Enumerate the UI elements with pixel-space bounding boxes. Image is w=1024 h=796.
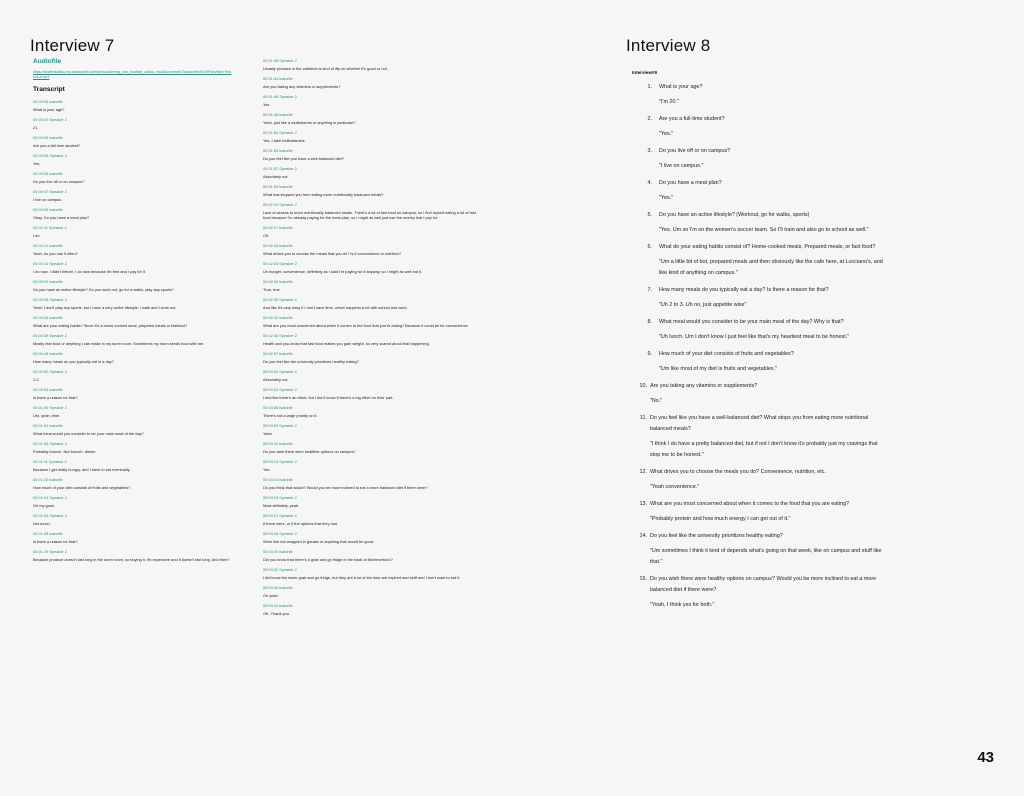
question-item: [632, 317, 887, 343]
utterance-text: Are you taking any vitamins or supplements?: [263, 84, 341, 89]
timestamp-speaker: 00:00:00 Isabelle: [33, 99, 63, 104]
utterance-text: True, true.: [263, 287, 281, 292]
transcript-entry: [33, 279, 243, 292]
timestamp-speaker: 00:00:03 Isabelle: [33, 135, 63, 140]
transcript-entry: [33, 477, 243, 490]
question-text: Do you have an active lifestyle? (Workout, go for walks, sports): [659, 212, 810, 218]
timestamp-speaker: 00:01:06 Speaker 2: [33, 441, 67, 446]
utterance-text: OK. Thank you.: [263, 611, 290, 616]
utterance-text: How many meals do you typically eat in a day?: [33, 359, 114, 364]
timestamp-speaker: 00:01:24 Speaker 2: [33, 495, 67, 500]
transcript-entry: [33, 171, 243, 184]
question-text: Do you wish there were healthy options on campus? Would you be more inclined to eat a more balanced diet if there were?: [650, 576, 877, 593]
timestamp-speaker: 00:00:52 Speaker 2: [33, 369, 67, 374]
timestamp-speaker: 00:02:39 Speaker 2: [263, 297, 297, 302]
timestamp-speaker: 00:00:07 Speaker 2: [33, 189, 67, 194]
timestamp-speaker: 00:03:40 Isabelle: [263, 585, 293, 590]
question-item: [632, 413, 887, 461]
timestamp-speaker: 00:03:10 Isabelle: [263, 441, 293, 446]
question-number: 6.: [647, 244, 652, 250]
answer-text: "Um sometimes I think it kind of depends what's going on that week, like on campus and stuff like that.": [650, 548, 882, 565]
utterance-text: Because produce doesn't last long in the dorm room, so buying it, it's expensive and it doesn't last long. And then?: [33, 557, 230, 562]
transcript-entry: [263, 112, 479, 125]
utterance-text: I live on campus.: [33, 197, 63, 202]
transcript-entries-part-2: [263, 58, 479, 616]
utterance-text: 1-2: [33, 377, 39, 382]
timestamp-speaker: 00:00:11 Speaker 2: [33, 225, 67, 230]
transcript-entry: [263, 441, 479, 454]
utterance-text: Do you have an active lifestyle? Do you work out, go for a walks, play any sports?: [33, 287, 174, 292]
utterance-text: Mostly fast food or anything I can make in my dorm room. Sometimes my mom sends food with me.: [33, 341, 205, 346]
transcript-entry: [33, 315, 243, 328]
utterance-text: Absolutely not.: [263, 174, 289, 179]
timestamp-speaker: 00:01:57 Speaker 2: [263, 166, 297, 171]
utterance-text: Health and you know that fast food makes you gain weight, so very scared about that happening.: [263, 341, 430, 346]
interview-7-heading: Interview 7: [30, 36, 115, 55]
transcript-entry: [263, 166, 479, 179]
transcript-entry: [33, 387, 243, 400]
utterance-text: Yes.: [263, 467, 271, 472]
question-number: 7.: [647, 287, 652, 293]
transcript-entry: [263, 603, 479, 616]
interview-7-column-2: [263, 58, 479, 621]
question-text: Do you live off or on campus?: [659, 148, 731, 154]
transcript-entry: [33, 405, 243, 418]
question-number: 2.: [647, 116, 652, 122]
timestamp-speaker: 00:03:00 Speaker 2: [263, 369, 297, 374]
utterance-text: And like it's very easy if I don't have time, which happens a lot with school and work.: [263, 305, 408, 310]
timestamp-speaker: 00:02:17 Isabelle: [263, 225, 293, 230]
page-number: 43: [977, 749, 994, 766]
question-number: 8.: [647, 319, 652, 325]
transcript-entry: [33, 441, 243, 454]
timestamp-speaker: 00:00:48 Isabelle: [33, 351, 63, 356]
utterance-text: What has stopped you from eating more nutritionally balanced meals?: [263, 192, 384, 197]
utterance-text: Um, yeah, time.: [33, 413, 61, 418]
question-item: [632, 381, 887, 407]
question-number: 13.: [639, 501, 647, 507]
question-text: What drives you to choose the meals you do? Convenience, nutrition, etc.: [650, 469, 826, 475]
utterance-text: Are you a full time student?: [33, 143, 81, 148]
question-item: [632, 210, 887, 236]
utterance-text: Okay. Do you have a meal plan?: [33, 215, 90, 220]
transcript-entry: [33, 495, 243, 508]
timestamp-speaker: 00:03:08 Isabelle: [263, 405, 293, 410]
answer-text: "Yes.": [659, 195, 674, 201]
utterance-text: Usually produce in the cafeteria is kind of iffy on whether it's good or not.: [263, 66, 388, 71]
transcript-entry: [263, 549, 479, 562]
transcript-entry: [33, 513, 243, 526]
utterance-text: If there were, or if the options that they had: [263, 521, 337, 526]
question-text: How many meals do you typically eat a day? Is there a reason for that?: [659, 287, 829, 293]
timestamp-speaker: 00:00:34 Isabelle: [33, 315, 63, 320]
utterance-text: Do you think that would? Would you be more inclined to eat a more balanced diet if there were?: [263, 485, 428, 490]
interview-8-column: [632, 70, 887, 617]
transcript-entry: [33, 369, 243, 382]
utterance-text: There's not a large priority on it.: [263, 413, 318, 418]
transcript-entry: [33, 99, 243, 112]
timestamp-speaker: 00:01:11 Speaker 2: [33, 459, 67, 464]
transcript-entry: [263, 459, 479, 472]
timestamp-speaker: 00:00:05 Speaker 2: [33, 153, 67, 158]
transcript-entry: [263, 261, 479, 274]
utterance-text: Yes: [263, 102, 270, 107]
timestamp-speaker: 00:01:55 Isabelle: [263, 148, 293, 153]
question-number: 5.: [647, 212, 652, 218]
question-number: 15.: [639, 576, 647, 582]
answer-text: "Yes.": [659, 131, 674, 137]
utterance-text: I do now. I didn't before. I do now because it's free and I pay for it.: [33, 269, 147, 274]
utterance-text: Yeah.: [263, 431, 273, 436]
utterance-text: Oh yeah.: [263, 593, 279, 598]
utterance-text: Do you feel like the university prioritizes healthy eating?: [263, 359, 359, 364]
timestamp-speaker: 00:00:39 Speaker 2: [33, 333, 67, 338]
timestamp-speaker: 00:00:54 Isabelle: [33, 387, 63, 392]
timestamp-speaker: 00:02:57 Isabelle: [263, 351, 293, 356]
utterance-text: How much of your diet consists of fruits and vegetables?: [33, 485, 131, 490]
answer-text: "Uh 2 to 3. Uh no, just appetite wise": [659, 302, 747, 308]
utterance-text: I feel like there's an effort, but I don't know if there's a big effort on their part.: [263, 395, 394, 400]
timestamp-speaker: 00:03:03 Speaker 2: [263, 387, 297, 392]
timestamp-speaker: 00:01:59 Isabelle: [263, 184, 293, 189]
transcript-entry: [263, 495, 479, 508]
transcript-entry: [263, 58, 479, 71]
transcript-entry: [263, 202, 479, 220]
utterance-text: What drives you to choose the meals that you do? Is it convenience or nutrition?: [263, 251, 401, 256]
interview-8-heading: Interview 8: [626, 36, 711, 55]
utterance-text: I did know the lower grab and go fridge, but they are a lot of the time are expired and stuff and I don't want to eat it.: [263, 575, 461, 580]
utterance-text: Most definitely, yeah.: [263, 503, 300, 508]
transcript-entry: [33, 153, 243, 166]
timestamp-speaker: 00:01:00 Speaker 2: [33, 405, 67, 410]
question-number: 4.: [647, 180, 652, 186]
utterance-text: Not much.: [33, 521, 51, 526]
timestamp-speaker: 00:02:34 Isabelle: [263, 279, 293, 284]
answer-text: "Um a little bit of bot, prepared meals and then obviously like the cafe here, at Lucciano's, and like kind of anything on campus.": [659, 259, 883, 276]
transcript-entry: [263, 130, 479, 143]
utterance-text: Is there a reason for that?: [33, 395, 78, 400]
question-text: Do you have a meal plan?: [659, 180, 722, 186]
answer-text: "I think I do have a pretty balanced diet, but if not I don't know it's probably just my cravings that stop me to be honest.": [650, 441, 878, 458]
timestamp-speaker: 00:01:44 Isabelle: [263, 76, 293, 81]
timestamp-speaker: 00:02:48 Speaker 2: [263, 333, 297, 338]
transcript-entry: [33, 261, 243, 274]
timestamp-speaker: 00:01:54 Speaker 2: [263, 130, 297, 135]
utterance-text: Yeah, just like a multivitamin or anything in particular?: [263, 120, 356, 125]
timestamp-speaker: 00:02:24 Speaker 2: [263, 261, 297, 266]
transcript-title: Transcript: [33, 86, 65, 93]
question-item: [632, 146, 887, 172]
timestamp-speaker: 00:00:02 Speaker 2: [33, 117, 67, 122]
interview-number-label: Interview#9: [632, 70, 658, 75]
question-item: [632, 242, 887, 279]
question-item: [632, 82, 887, 108]
timestamp-speaker: 00:00:06 Isabelle: [33, 171, 63, 176]
transcript-entry: [263, 423, 479, 436]
utterance-text: Do you wish there were healthier options on campus?: [263, 449, 356, 454]
utterance-text: Uh hunger, convenience, definitely as I said I'm paying for it anyway, so I might as well eat it.: [263, 269, 422, 274]
utterance-text: Were like not wrapped in grease or anything that would be good.: [263, 539, 375, 544]
question-text: Do you feel like the university prioritizes healthy eating?: [650, 533, 783, 539]
transcript-entry: [33, 549, 243, 562]
transcript-entry: [33, 351, 243, 364]
answer-text: "I'm 20.": [659, 99, 679, 105]
answer-text: "No.": [650, 398, 663, 404]
transcript-entry: [33, 189, 243, 202]
utterance-text: Do you feel like you have a well balanced diet?: [263, 156, 344, 161]
timestamp-speaker: 00:02:18 Isabelle: [263, 243, 293, 248]
question-text: What meal would you consider to be your main meal of the day? Why is that?: [659, 319, 844, 325]
utterance-text: Is there a reason for that?: [33, 539, 78, 544]
question-text: How much of your diet consists of fruits and vegetables?: [659, 351, 794, 357]
utterance-text: What meal would you consider to be your main meal of the day?: [33, 431, 144, 436]
answer-text: "I live on campus.": [659, 163, 704, 169]
transcript-entry: [263, 531, 479, 544]
transcript-entry: [263, 387, 479, 400]
transcript-entry: [33, 225, 243, 238]
timestamp-speaker: 00:01:28 Isabelle: [33, 531, 63, 536]
timestamp-speaker: 00:01:04 Isabelle: [33, 423, 63, 428]
transcript-entry: [33, 459, 243, 472]
transcript-entry: [263, 148, 479, 161]
timestamp-speaker: 00:03:14 Isabelle: [263, 477, 293, 482]
timestamp-speaker: 00:00:13 Speaker 2: [33, 261, 67, 266]
timestamp-speaker: 00:03:41 Isabelle: [263, 603, 293, 608]
transcript-entry: [263, 225, 479, 238]
timestamp-speaker: 00:03:21 Speaker 2: [263, 513, 297, 518]
utterance-text: On my gosh.: [33, 503, 56, 508]
question-number: 11.: [639, 415, 647, 421]
utterance-text: Lack of access to more nutritionally balanced meals. There's a lot of fast food on campus, so I find myself eating a lot of fast food because I'm already paying for the meal plan, so I might as well just use the money that I pay for.: [263, 210, 476, 220]
transcript-entry: [263, 585, 479, 598]
utterance-text: Probably brunch. Not brunch, dinner.: [33, 449, 97, 454]
transcript-entry: [33, 243, 243, 256]
utterance-text: I do.: [33, 233, 41, 238]
timestamp-speaker: 00:02:10 Speaker 2: [263, 202, 297, 207]
timestamp-speaker: 00:00:09 Isabelle: [33, 207, 63, 212]
timestamp-speaker: 00:03:09 Speaker 2: [263, 423, 297, 428]
timestamp-speaker: 00:01:29 Speaker 2: [33, 549, 67, 554]
question-text: What is your age?: [659, 84, 703, 90]
answer-text: "Uh lunch. Um I don't know I just feel like that's my heartiest meal to be honest.": [659, 334, 850, 340]
transcript-entry: [263, 184, 479, 197]
utterance-text: Yeah, I don't play any sports, but I have a very active lifestyle. I walk and I work out.: [33, 305, 177, 310]
question-text: Are you taking any vitamins or supplements?: [650, 383, 758, 389]
utterance-text: Yeah, do you use it often?: [33, 251, 78, 256]
timestamp-speaker: 00:01:48 Speaker 2: [263, 94, 297, 99]
question-text: Are you a full-time student?: [659, 116, 725, 122]
question-item: [632, 574, 887, 611]
transcript-entry: [33, 207, 243, 220]
transcript-entry: [263, 351, 479, 364]
transcript-entry: [263, 513, 479, 526]
question-item: [632, 531, 887, 568]
question-number: 10.: [639, 383, 647, 389]
utterance-text: OK.: [263, 233, 270, 238]
utterance-text: Yes, I take multivitamins.: [263, 138, 306, 143]
question-text: What are you most concerned about when it comes to the food that you are eating?: [650, 501, 849, 507]
timestamp-speaker: 00:03:29 Isabelle: [263, 549, 293, 554]
transcript-entry: [33, 117, 243, 130]
interview-8-question-list: [632, 82, 887, 611]
utterance-text: Yes.: [33, 161, 41, 166]
utterance-text: Absolutely not.: [263, 377, 289, 382]
transcript-entry: [263, 369, 479, 382]
question-text: What do your eating habits consist of? Home-cooked meals, Prepared meals, or fast food?: [659, 244, 876, 250]
transcript-entry: [263, 243, 479, 256]
answer-text: "Yeah convenience.": [650, 484, 700, 490]
utterance-text: Do you live off or on campus?: [33, 179, 85, 184]
utterance-text: What are your eating habits? Since it's a home cooked meal, prepared meals or fastfood?: [33, 323, 188, 328]
question-item: [632, 499, 887, 525]
transcript-entry: [33, 531, 243, 544]
question-item: [632, 349, 887, 375]
transcript-entry: [263, 333, 479, 346]
question-item: [632, 178, 887, 204]
timestamp-speaker: 00:03:32 Speaker 2: [263, 567, 297, 572]
audio-file-title: Audiofile: [33, 58, 62, 65]
transcript-entry: [263, 279, 479, 292]
question-number: 14.: [639, 533, 647, 539]
interview-7-column-1: [33, 58, 243, 567]
timestamp-speaker: 00:01:38 Speaker 2: [263, 58, 297, 63]
question-item: [632, 285, 887, 311]
timestamp-speaker: 00:00:28 Speaker 2: [33, 297, 67, 302]
transcript-entry: [263, 477, 479, 490]
transcript-entry: [33, 135, 243, 148]
timestamp-speaker: 00:01:22 Isabelle: [33, 477, 63, 482]
transcript-entries-part-1: [33, 99, 243, 562]
answer-text: "Yes. Um so I'm on the women's soccer team. So I'll train and also go to school as well.": [659, 227, 869, 233]
question-number: 9.: [647, 351, 652, 357]
transcript-entry: [263, 315, 479, 328]
transcript-entry: [263, 405, 479, 418]
question-number: 12.: [639, 469, 647, 475]
timestamp-speaker: 00:01:26 Speaker 2: [33, 513, 67, 518]
timestamp-speaker: 00:03:26 Speaker 2: [263, 531, 297, 536]
answer-text: "Yeah, I think yes for both.": [650, 602, 715, 608]
answer-text: "Um like most of my diet is fruits and vegetables.": [659, 366, 777, 372]
utterance-text: Because I get really hungry, and I have to eat eventually.: [33, 467, 131, 472]
answer-text: "Probably protein and how much energy I can get out of it.": [650, 516, 791, 522]
utterance-text: What is your age?: [33, 107, 65, 112]
transcript-entry: [33, 423, 243, 436]
utterance-text: Did you know that there's a grab and go fridge in the back of Montecristo's?: [263, 557, 393, 562]
transcript-entry: [263, 567, 479, 580]
question-number: 3.: [647, 148, 652, 154]
question-item: [632, 467, 887, 493]
transcript-entry: [33, 333, 243, 346]
audio-file-link[interactable]: https://studentudwlu-my.sharepoint.com/personal/msrg_shn_shuthsh_udwlu_edu/Documents/Transcribed%20Files/New Record-4.mp3: [33, 70, 232, 79]
question-text: Do you feel like you have a well-balanced diet? What stops you from eating more nutritional balanced meals?: [650, 415, 869, 432]
timestamp-speaker: 00:02:42 Isabelle: [263, 315, 293, 320]
utterance-text: What are you most concerned about when it comes to the food that you're eating? Because it could be for convenience.: [263, 323, 469, 328]
question-item: [632, 114, 887, 140]
timestamp-speaker: 00:03:13 Speaker 2: [263, 459, 297, 464]
transcript-entry: [263, 76, 479, 89]
transcript-entry: [263, 297, 479, 310]
timestamp-speaker: 00:01:48 Isabelle: [263, 112, 293, 117]
timestamp-speaker: 00:00:22 Isabelle: [33, 279, 63, 284]
timestamp-speaker: 00:00:12 Isabelle: [33, 243, 63, 248]
question-number: 1.: [647, 84, 652, 90]
timestamp-speaker: 00:03:19 Speaker 2: [263, 495, 297, 500]
transcript-entry: [263, 94, 479, 107]
utterance-text: 21: [33, 125, 38, 130]
transcript-entry: [33, 297, 243, 310]
